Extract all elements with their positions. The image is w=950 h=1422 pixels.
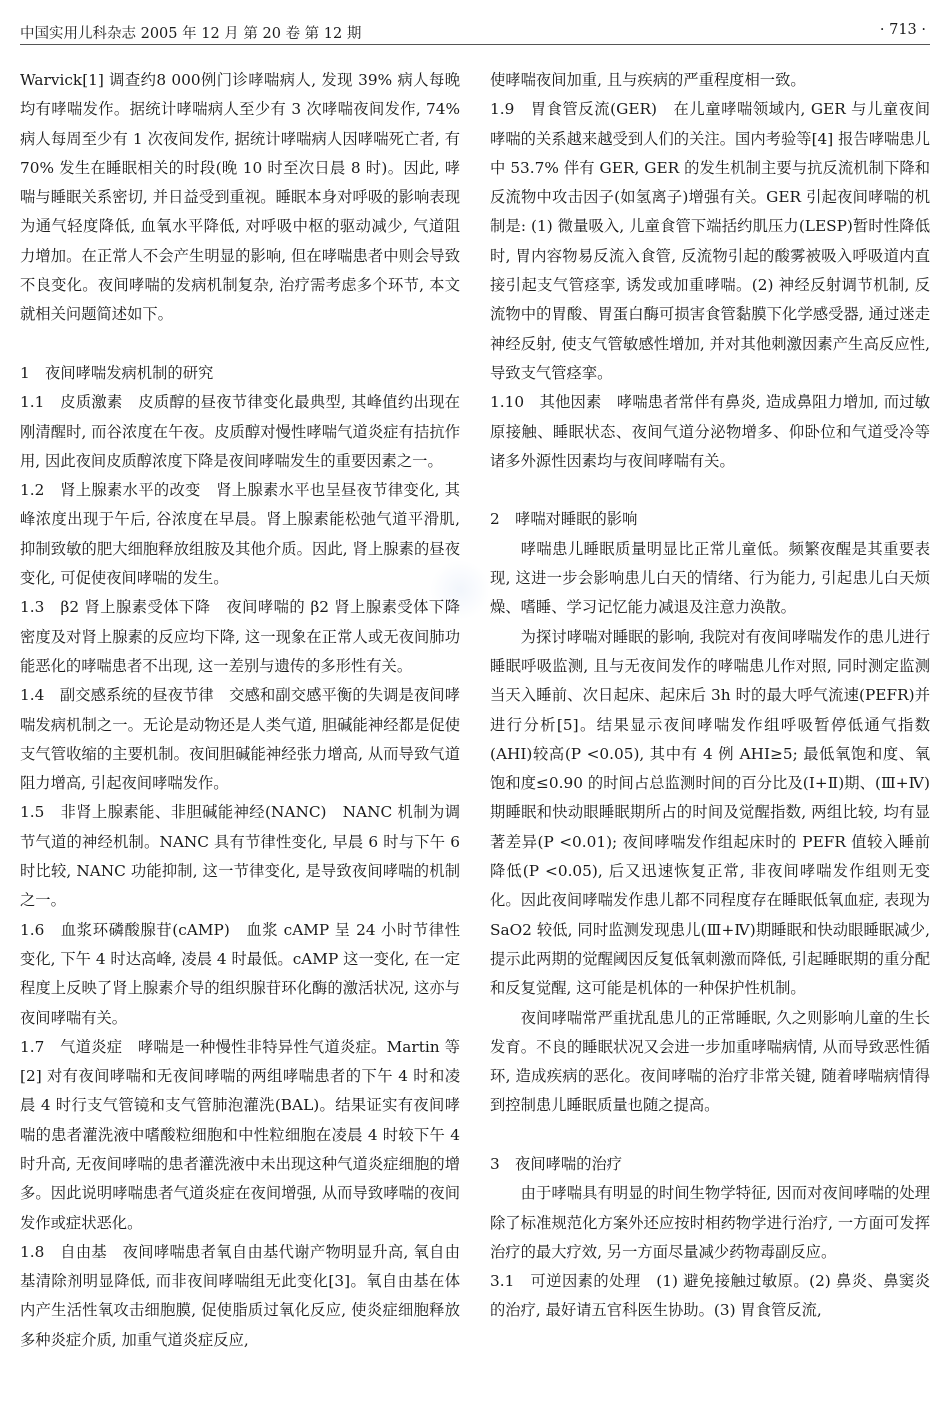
subsection-1-5: 1.5 非肾上腺素能、非胆碱能神经(NANC) NANC 机制为调节气道的神经机制。NANC 具有节律性变化, 早晨 6 时与下午 6 时比较, NANC 功能抑制, 这一节律变化, 是导致夜间哮喘的机制之一。	[20, 803, 460, 910]
section-2-paragraph-2: 为探讨哮喘对睡眠的影响, 我院对有夜间哮喘发作的患儿进行睡眠呼吸监测, 且与无夜间发作的哮喘患儿作对照, 同时测定监测当天入睡前、次日起床、起床后 3h 时的最大呼气流速(PEFR)并进行分析[5]。结果显示夜间哮喘发作组呼吸暂停低通气指数(AHI)较高(P <0.05), 其中有 4 例 AHI≥5; 最低氧饱和度、氧饱和度≤0.90 的时间占总监测时间的百分比及(Ⅰ+Ⅱ)期、(Ⅲ+Ⅳ)期睡眠和快动眼睡眠期所占的时间及觉醒指数, 两组比较, 均有显著差异(P <0.01); 夜间哮喘发作组起床时的 PEFR 值较入睡前降低(P <0.05), 后又迅速恢复正常, 非夜间哮喘发作组则无变化。因此夜间哮喘发作患儿都不同程度存在睡眠低氧血症, 表现为 SaO2 较低, 同时监测发现患儿(Ⅲ+Ⅳ)期睡眠和快动眼睡眠减少, 提示此两期的觉醒阈因反复低氧刺激而降低, 引起睡眠期的重分配和反复觉醒, 这可能是机体的一种保护性机制。	[490, 627, 930, 998]
section-heading-3: 3 夜间哮喘的治疗	[490, 1154, 623, 1173]
section-heading-2: 2 哮喘对睡眠的影响	[490, 510, 638, 529]
page-header	[20, 18, 930, 45]
subsection-1-1: 1.1 皮质激素 皮质醇的昼夜节律变化最典型, 其峰值约出现在刚清醒时, 而谷浓度在午夜。皮质醇对慢性哮喘气道炎症有拮抗作用, 因此夜间皮质醇浓度下降是夜间哮喘发生的重要因素之一。	[20, 393, 460, 470]
left-column	[20, 66, 460, 1355]
journal-citation: 中国实用儿科杂志 2005 年 12 月 第 20 卷 第 12 期	[20, 26, 362, 42]
subsection-1-7: 1.7 气道炎症 哮喘是一种慢性非特异性气道炎症。Martin 等[2] 对有夜间哮喘和无夜间哮喘的两组哮喘患者的下午 4 时和凌晨 4 时行支气管镜和支气管肺泡灌洗(BAL)。结果证实有夜间哮喘的患者灌洗液中嗜酸粒细胞和中性粒细胞在凌晨 4 时较下午 4 时升高, 无夜间哮喘的患者灌洗液中未出现这种气道炎症细胞的增多。因此说明哮喘患者气道炎症在夜间增强, 从而导致哮喘的夜间发作或症状恶化。	[20, 1037, 460, 1232]
section-heading-1: 1 夜间哮喘发病机制的研究	[20, 363, 214, 382]
intro-paragraph: Warvick[1] 调查约8 000例门诊哮喘病人, 发现 39% 病人每晚均有哮喘发作。据统计哮喘病人至少有 3 次哮喘夜间发作, 74% 病人每周至少有 1 次夜间发作, 据统计哮喘病人因哮喘死亡者, 有 70% 发生在睡眠相关的时段(晚 10 时至次日晨 8 时)。因此, 哮喘与睡眠关系密切, 并日益受到重视。睡眠本身对呼吸的影响表现为通气轻度降低, 血氧水平降低, 对呼吸中枢的驱动减少, 气道阻力增加。在正常人不会产生明显的影响, 但在哮喘患者中则会导致不良变化。夜间哮喘的发病机制复杂, 治疗需考虑多个环节, 本文就相关问题简述如下。	[20, 71, 460, 324]
section-3-paragraph-1: 由于哮喘具有明显的时间生物学特征, 因而对夜间哮喘的处理除了标准规范化方案外还应按时相药物学进行治疗, 一方面可发挥治疗的最大疗效, 另一方面尽量减少药物毒副反应。	[490, 1184, 930, 1261]
subsection-1-2: 1.2 肾上腺素水平的改变 肾上腺素水平也呈昼夜节律变化, 其峰浓度出现于午后, 谷浓度在早晨。肾上腺素能松弛气道平滑肌, 抑制致敏的肥大细胞释放组胺及其他介质。因此, 肾上腺素的昼夜变化, 可促使夜间哮喘的发生。	[20, 481, 460, 588]
subsection-1-9: 1.9 胃食管反流(GER) 在儿童哮喘领域内, GER 与儿童夜间哮喘的关系越来越受到人们的关注。国内考验等[4] 报告哮喘患儿中 53.7% 伴有 GER, GER 的发生机制主要与抗反流机制下降和反流物中攻击因子(如氢离子)增强有关。GER 引起夜间哮喘的机制是: (1) 微量吸入, 儿童食管下端括约肌压力(LESP)暂时性降低时, 胃内容物易反流入食管, 反流物引起的酸雾被吸入呼吸道内直接引起支气管痉挛, 诱发或加重哮喘。(2) 神经反射调节机制, 反流物中的胃酸、胃蛋白酶可损害食管黏膜下化学感受器, 通过迷走神经反射, 使支气管敏感性增加, 并对其他刺激因素产生高反应性, 导致支气管痉挛。	[490, 100, 930, 382]
subsection-1-3: 1.3 β2 肾上腺素受体下降 夜间哮喘的 β2 肾上腺素受体下降密度及对肾上腺素的反应均下降, 这一现象在正常人或无夜间肺功能恶化的哮喘患者不出现, 这一差别与遗传的多形性有关。	[20, 598, 460, 675]
subsection-1-8: 1.8 自由基 夜间哮喘患者氧自由基代谢产物明显升高, 氧自由基清除剂明显降低, 而非夜间哮喘组无此变化[3]。氧自由基在体内产生活性氧攻击细胞膜, 促使脂质过氧化反应, 使炎症细胞释放多种炎症介质, 加重气道炎症反应,	[20, 1242, 460, 1349]
page-number: · 713 ·	[879, 22, 926, 38]
continued-paragraph: 使哮喘夜间加重, 且与疾病的严重程度相一致。	[490, 71, 806, 89]
subsection-3-1: 3.1 可逆因素的处理 (1) 避免接触过敏原。(2) 鼻炎、鼻窦炎的治疗, 最好请五官科医生协助。(3) 胃食管反流,	[490, 1272, 930, 1320]
right-column	[490, 66, 930, 1326]
subsection-1-6: 1.6 血浆环磷酸腺苷(cAMP) 血浆 cAMP 呈 24 小时节律性变化, 下午 4 时达高峰, 凌晨 4 时最低。cAMP 这一变化, 在一定程度上反映了肾上腺素介导的组织腺苷环化酶的激活状况, 这亦与夜间哮喘有关。	[20, 920, 460, 1027]
subsection-1-4: 1.4 副交感系统的昼夜节律 交感和副交感平衡的失调是夜间哮喘发病机制之一。无论是动物还是人类气道, 胆碱能神经都是促使支气管收缩的主要机制。夜间胆碱能神经张力增高, 从而导致气道阻力增高, 引起夜间哮喘发作。	[20, 686, 460, 793]
section-2-paragraph-3: 夜间哮喘常严重扰乱患儿的正常睡眠, 久之则影响儿童的生长发育。不良的睡眠状况又会进一步加重哮喘病情, 从而导致恶性循环, 造成疾病的恶化。夜间哮喘的治疗非常关键, 随着哮喘病情得到控制患儿睡眠质量也随之提高。	[490, 1008, 930, 1115]
section-2-paragraph-1: 哮喘患儿睡眠质量明显比正常儿童低。频繁夜醒是其重要表现, 这进一步会影响患儿白天的情绪、行为能力, 引起患儿白天烦燥、嗜睡、学习记忆能力减退及注意力涣散。	[490, 539, 930, 617]
subsection-1-10: 1.10 其他因素 哮喘患者常伴有鼻炎, 造成鼻阻力增加, 而过敏原接触、睡眠状态、夜间气道分泌物增多、仰卧位和气道受冷等诸多外源性因素均与夜间哮喘有关。	[490, 393, 930, 470]
